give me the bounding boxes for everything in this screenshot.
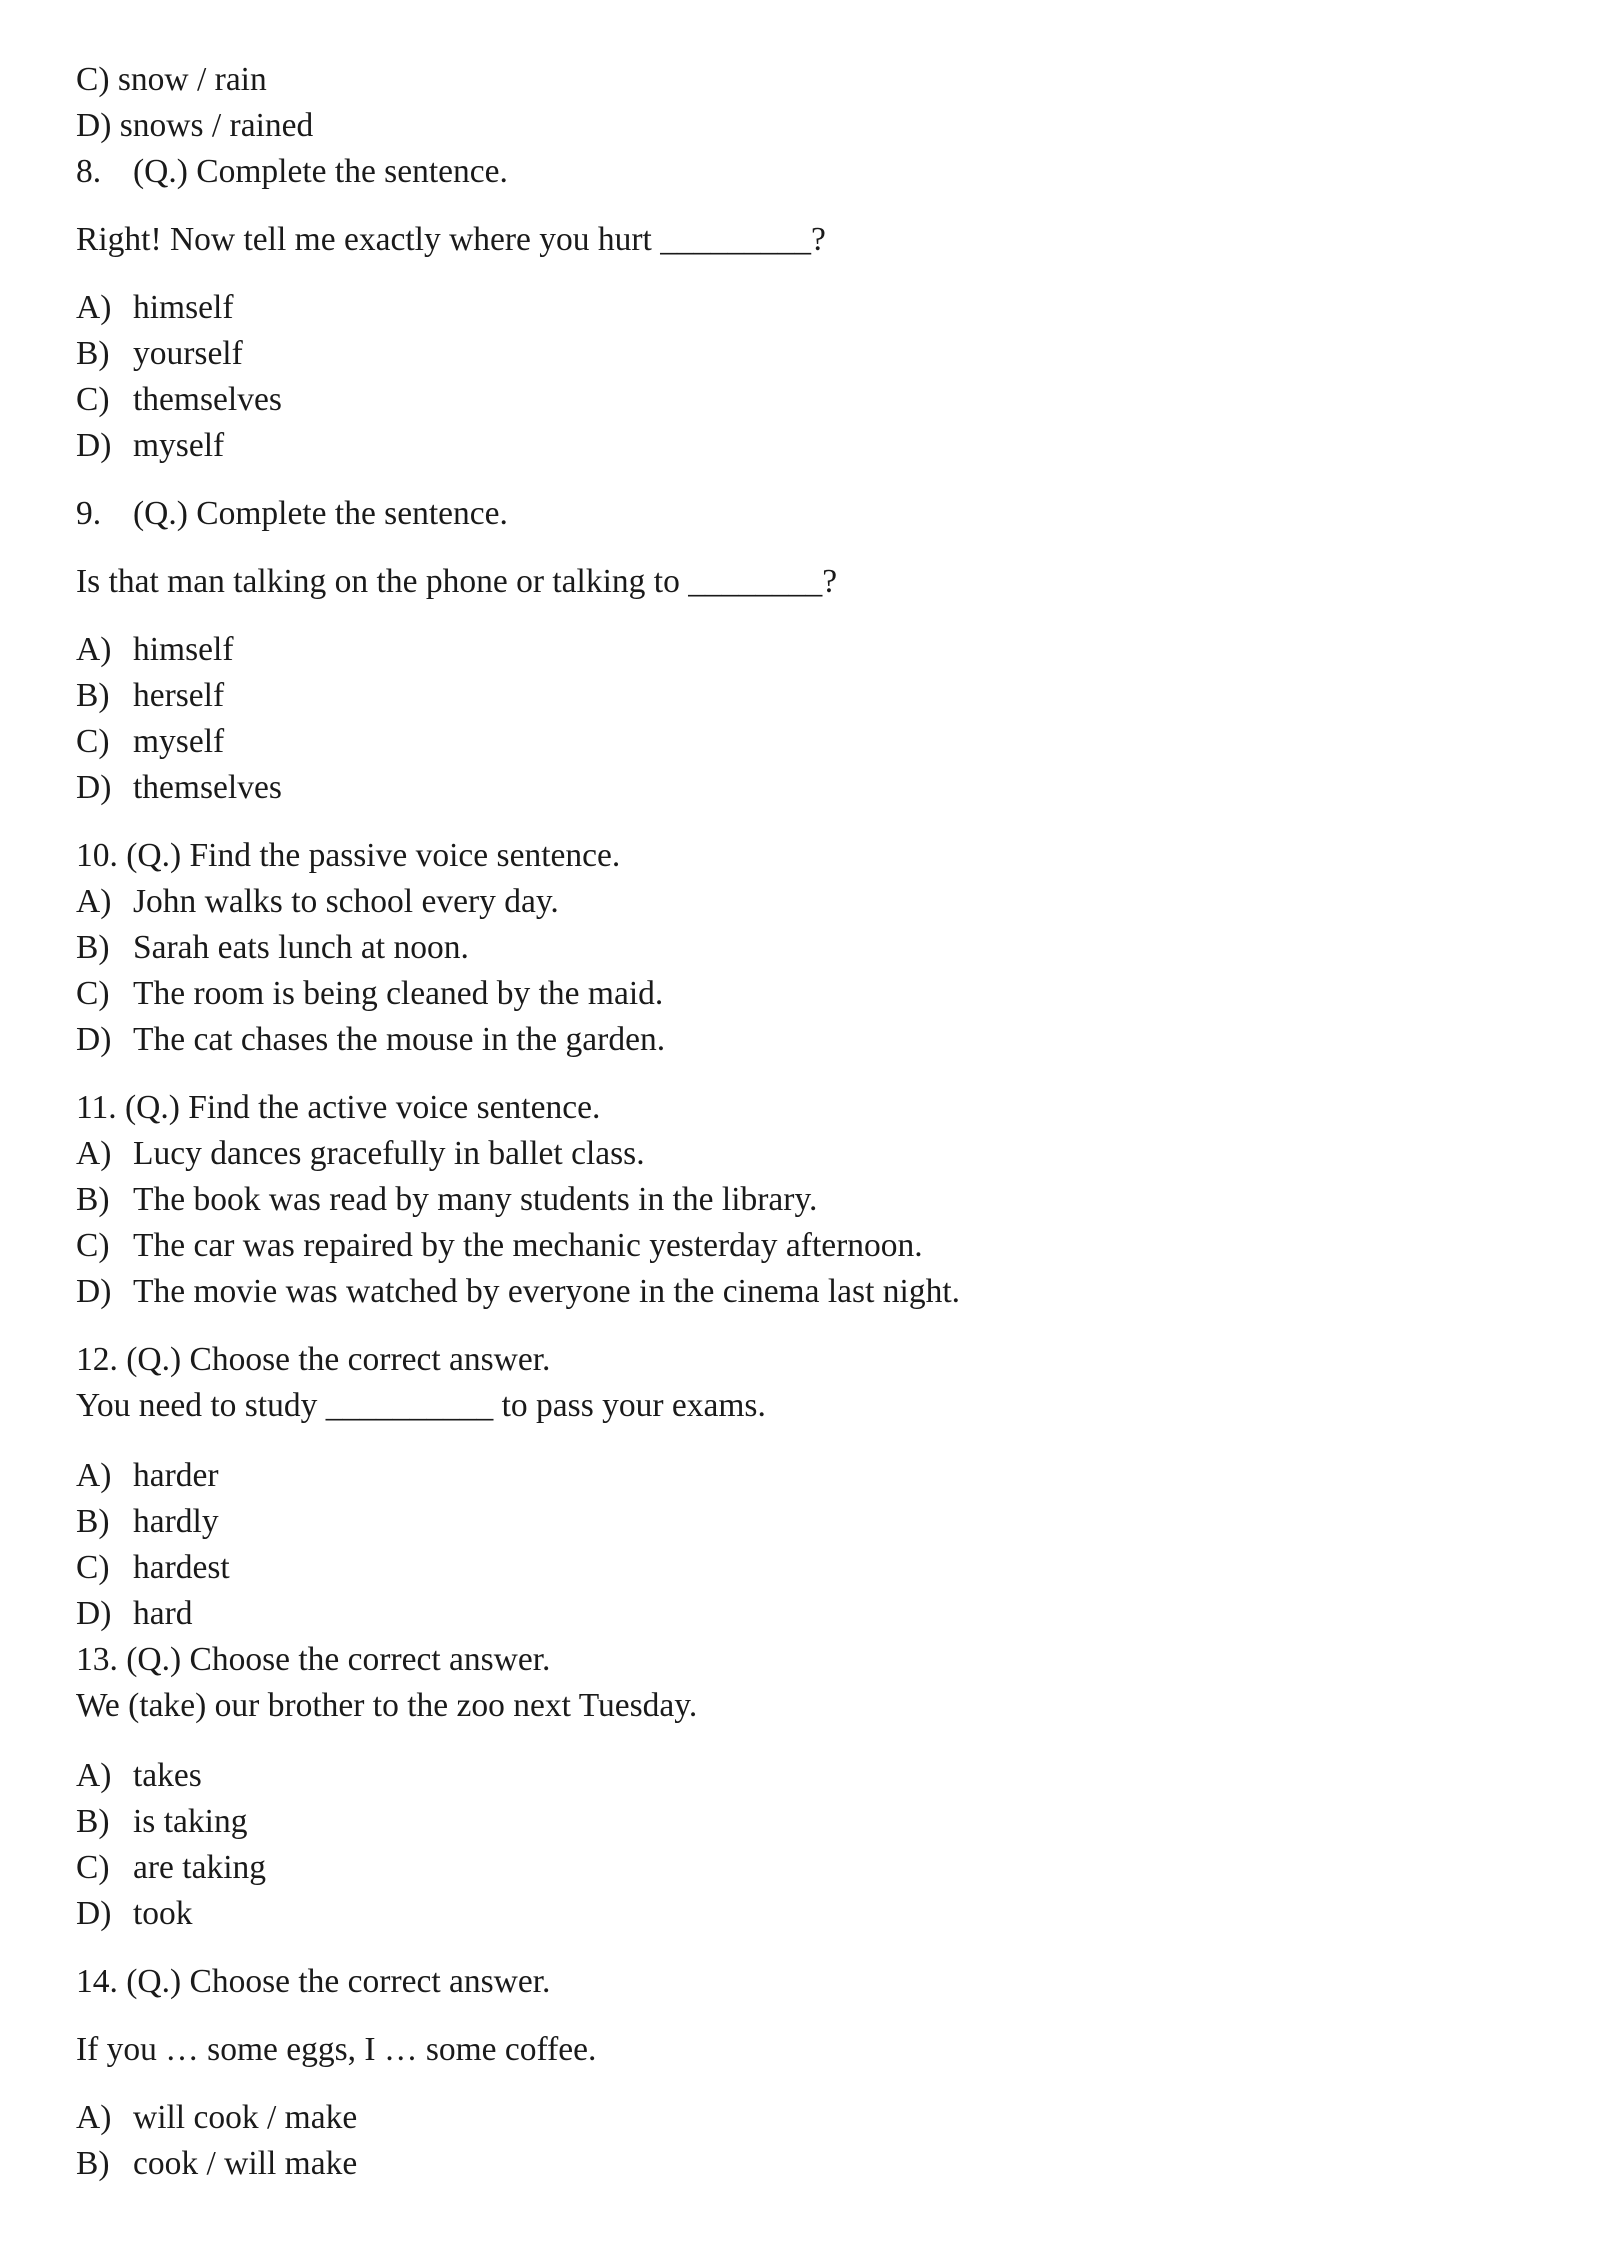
option-text: will cook / make [133, 2099, 358, 2136]
option-label: C) [76, 1549, 110, 1586]
question-12-prompt: You need to study __________ to pass your exams. [76, 1387, 766, 1424]
option-label: C) [76, 381, 110, 418]
option-label: A) [76, 289, 112, 326]
question-instruction: (Q.) Complete the sentence. [133, 153, 508, 190]
option-label: C) [76, 975, 110, 1012]
option-text: is taking [133, 1803, 248, 1840]
option-line [76, 1269, 960, 1315]
option-label: D) [76, 1895, 112, 1932]
option-text: herself [133, 677, 225, 714]
option-label: A) [76, 2099, 112, 2136]
option-line [76, 377, 282, 423]
option-line [76, 719, 224, 765]
option-label: D) [76, 769, 112, 806]
option-label: C) [76, 723, 110, 760]
option-line [76, 1131, 645, 1177]
question-10-header: 10. (Q.) Find the passive voice sentence. [76, 837, 621, 874]
option-line: D) snows / rained [76, 107, 314, 144]
option-text: John walks to school every day. [133, 883, 559, 920]
option-line [76, 925, 469, 971]
option-line [76, 1891, 193, 1937]
option-line [76, 971, 663, 1017]
option-line [76, 423, 224, 469]
option-label: A) [76, 1457, 112, 1494]
option-line [76, 765, 282, 811]
option-text: himself [133, 631, 234, 668]
option-text: took [133, 1895, 193, 1932]
option-label: D) [76, 1021, 112, 1058]
question-11-header: 11. (Q.) Find the active voice sentence. [76, 1089, 601, 1126]
option-line: C) snow / rain [76, 61, 267, 98]
option-text: themselves [133, 769, 282, 806]
option-text: are taking [133, 1849, 267, 1886]
option-line [76, 627, 233, 673]
option-line [76, 1017, 665, 1063]
option-label: B) [76, 677, 110, 714]
option-text: hard [133, 1595, 193, 1632]
option-line [76, 879, 559, 925]
question-instruction: (Q.) Complete the sentence. [133, 495, 508, 532]
option-label: A) [76, 883, 112, 920]
question-13-header: 13. (Q.) Choose the correct answer. [76, 1641, 551, 1678]
option-label: D) [76, 1273, 112, 1310]
option-text: yourself [133, 335, 243, 372]
option-line [76, 673, 224, 719]
option-text: The cat chases the mouse in the garden. [133, 1021, 666, 1058]
option-label: A) [76, 1757, 112, 1794]
option-text: The movie was watched by everyone in the cinema last night. [133, 1273, 960, 1310]
option-text: himself [133, 289, 234, 326]
option-label: B) [76, 2145, 110, 2182]
option-text: Sarah eats lunch at noon. [133, 929, 469, 966]
question-9-header [76, 491, 508, 537]
option-label: A) [76, 1135, 112, 1172]
option-text: hardly [133, 1503, 219, 1540]
option-label: B) [76, 929, 110, 966]
option-line [76, 285, 233, 331]
option-line [76, 1223, 923, 1269]
option-label: D) [76, 427, 112, 464]
option-text: The car was repaired by the mechanic yesterday afternoon. [133, 1227, 923, 1264]
option-text: myself [133, 723, 225, 760]
option-label: B) [76, 1503, 110, 1540]
option-text: cook / will make [133, 2145, 358, 2182]
question-14-header: 14. (Q.) Choose the correct answer. [76, 1963, 551, 2000]
question-8-header [76, 149, 508, 195]
question-12-header: 12. (Q.) Choose the correct answer. [76, 1341, 551, 1378]
option-text: harder [133, 1457, 219, 1494]
option-label: C) [76, 1227, 110, 1264]
option-label: B) [76, 335, 110, 372]
option-label: C) [76, 1849, 110, 1886]
option-label: D) [76, 1595, 112, 1632]
question-number: 8. [76, 153, 102, 190]
option-label: B) [76, 1181, 110, 1218]
option-text: hardest [133, 1549, 230, 1586]
option-line [76, 2095, 357, 2141]
option-text: themselves [133, 381, 282, 418]
option-label: A) [76, 631, 112, 668]
option-text: Lucy dances gracefully in ballet class. [133, 1135, 645, 1172]
question-number: 9. [76, 495, 102, 532]
option-line [76, 1499, 219, 1545]
option-line [76, 1591, 193, 1637]
option-text: The room is being cleaned by the maid. [133, 975, 664, 1012]
option-line [76, 331, 243, 377]
question-13-prompt: We (take) our brother to the zoo next Tuesday. [76, 1687, 698, 1724]
option-line [76, 1453, 219, 1499]
option-line [76, 1177, 817, 1223]
option-text: The book was read by many students in the library. [133, 1181, 818, 1218]
option-line [76, 1799, 247, 1845]
option-text: myself [133, 427, 225, 464]
option-line [76, 1845, 266, 1891]
option-line [76, 1753, 202, 1799]
question-8-prompt: Right! Now tell me exactly where you hurt _________? [76, 221, 826, 258]
option-label: B) [76, 1803, 110, 1840]
option-text: takes [133, 1757, 202, 1794]
question-9-prompt: Is that man talking on the phone or talking to ________? [76, 563, 838, 600]
question-14-prompt: If you … some eggs, I … some coffee. [76, 2031, 597, 2068]
option-line [76, 2141, 357, 2187]
option-line [76, 1545, 230, 1591]
